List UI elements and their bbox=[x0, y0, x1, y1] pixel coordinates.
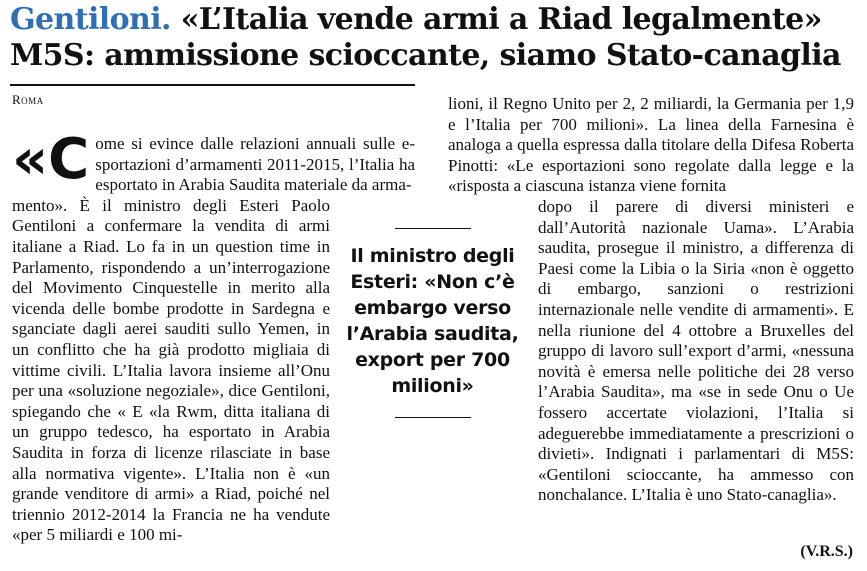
pull-quote-text: Il ministro degli Esteri: «Non c’è embargo verso l’Arabia saudita, export per 700 milioni» bbox=[346, 245, 519, 397]
right-column bbox=[448, 94, 854, 506]
right-paragraph-2 bbox=[448, 197, 854, 506]
headline-name: Gentiloni. bbox=[10, 2, 171, 37]
right-text-3: Indignati i parlamentari di M5S: «Gentiloni scioccante, ha ammesso con nonchalance. L’Italia è uno Stato-canaglia». bbox=[538, 444, 854, 505]
left-text-3: L’Italia non è «un grande venditore di armi» a Riad, poiché nel triennio 2012-2014 la Francia ne ha vendute «per 5 miliardi e 100 mi- bbox=[12, 463, 331, 545]
dateline: Roma bbox=[12, 92, 44, 107]
headline-quote: «L’Italia vende armi a Riad legalmente» bbox=[180, 2, 822, 37]
left-paragraph-2 bbox=[12, 196, 330, 546]
right-paragraph-1: lioni, il Regno Unito per 2, 2 miliardi, la Germania per 1,9 e l’Italia per 700 milioni». La linea della Farnesina è analoga a quella espressa dalla titolare della Difesa Roberta Pinotti: «Le esportazioni sono regolate dalla legge e la «risposta a ciascuna istanza viene fornita bbox=[448, 94, 854, 196]
left-text-1: ome si evince dalle relazioni annuali sulle e-sportazioni d’armamenti 2011-2015, l’Italia ha esportato in Arabia Saudita materiale da arma- bbox=[95, 134, 415, 195]
signature: (V.R.S.) bbox=[800, 543, 853, 560]
right-text-2: dopo il parere di diversi ministeri e dall’Autorità nazionale Uama». L’Arabia saudita, prosegue il ministro, a differenza di Paesi come la Libia o la Siria «non è oggetto di embargo, sanzioni o restrizioni internazionale nelle vendite di armamenti». E nella riunione del 4 ottobre a Bruxelles del gruppo di lavoro sull’export d’armi, «nessuna novità è emersa nelle politiche dei 28 verso l’Arabia Saudita», ma «se in sede Onu o Ue fossero accertate violazioni, l’Italia si adeguerebbe immediatamente a prescrizioni o divieti». bbox=[538, 196, 854, 464]
left-text-2: mento». È il ministro degli Esteri Paolo Gentiloni a confermare la vendita di armi italiane a Riad. Lo fa in un question time in Parlamento, rispondendo a un’interrogazione del Movimento Cinquestelle in merito alla vicenda delle bombe prodotte in Sardegna e sganciate dagli aerei sauditi sullo Yemen, in un conflitto che ha già prodotto migliaia di vittime civili. L’Italia lavora insieme all’Onu per una «soluzione negoziale», dice Gentiloni, spiegando che « E «la Rwm, ditta italiana di un gruppo tedesco, ha esportato in Arabia Saudita in forza di licenze rilasciate in base alla normativa vigente». bbox=[12, 195, 330, 483]
headline-subline: M5S: ammissione scioccante, siamo Stato-canaglia bbox=[10, 38, 841, 73]
headline-rule bbox=[10, 84, 415, 86]
dropcap: «C bbox=[12, 127, 90, 192]
headline-line-1 bbox=[10, 2, 860, 38]
left-paragraph-1 bbox=[12, 127, 415, 196]
headline bbox=[10, 2, 860, 74]
